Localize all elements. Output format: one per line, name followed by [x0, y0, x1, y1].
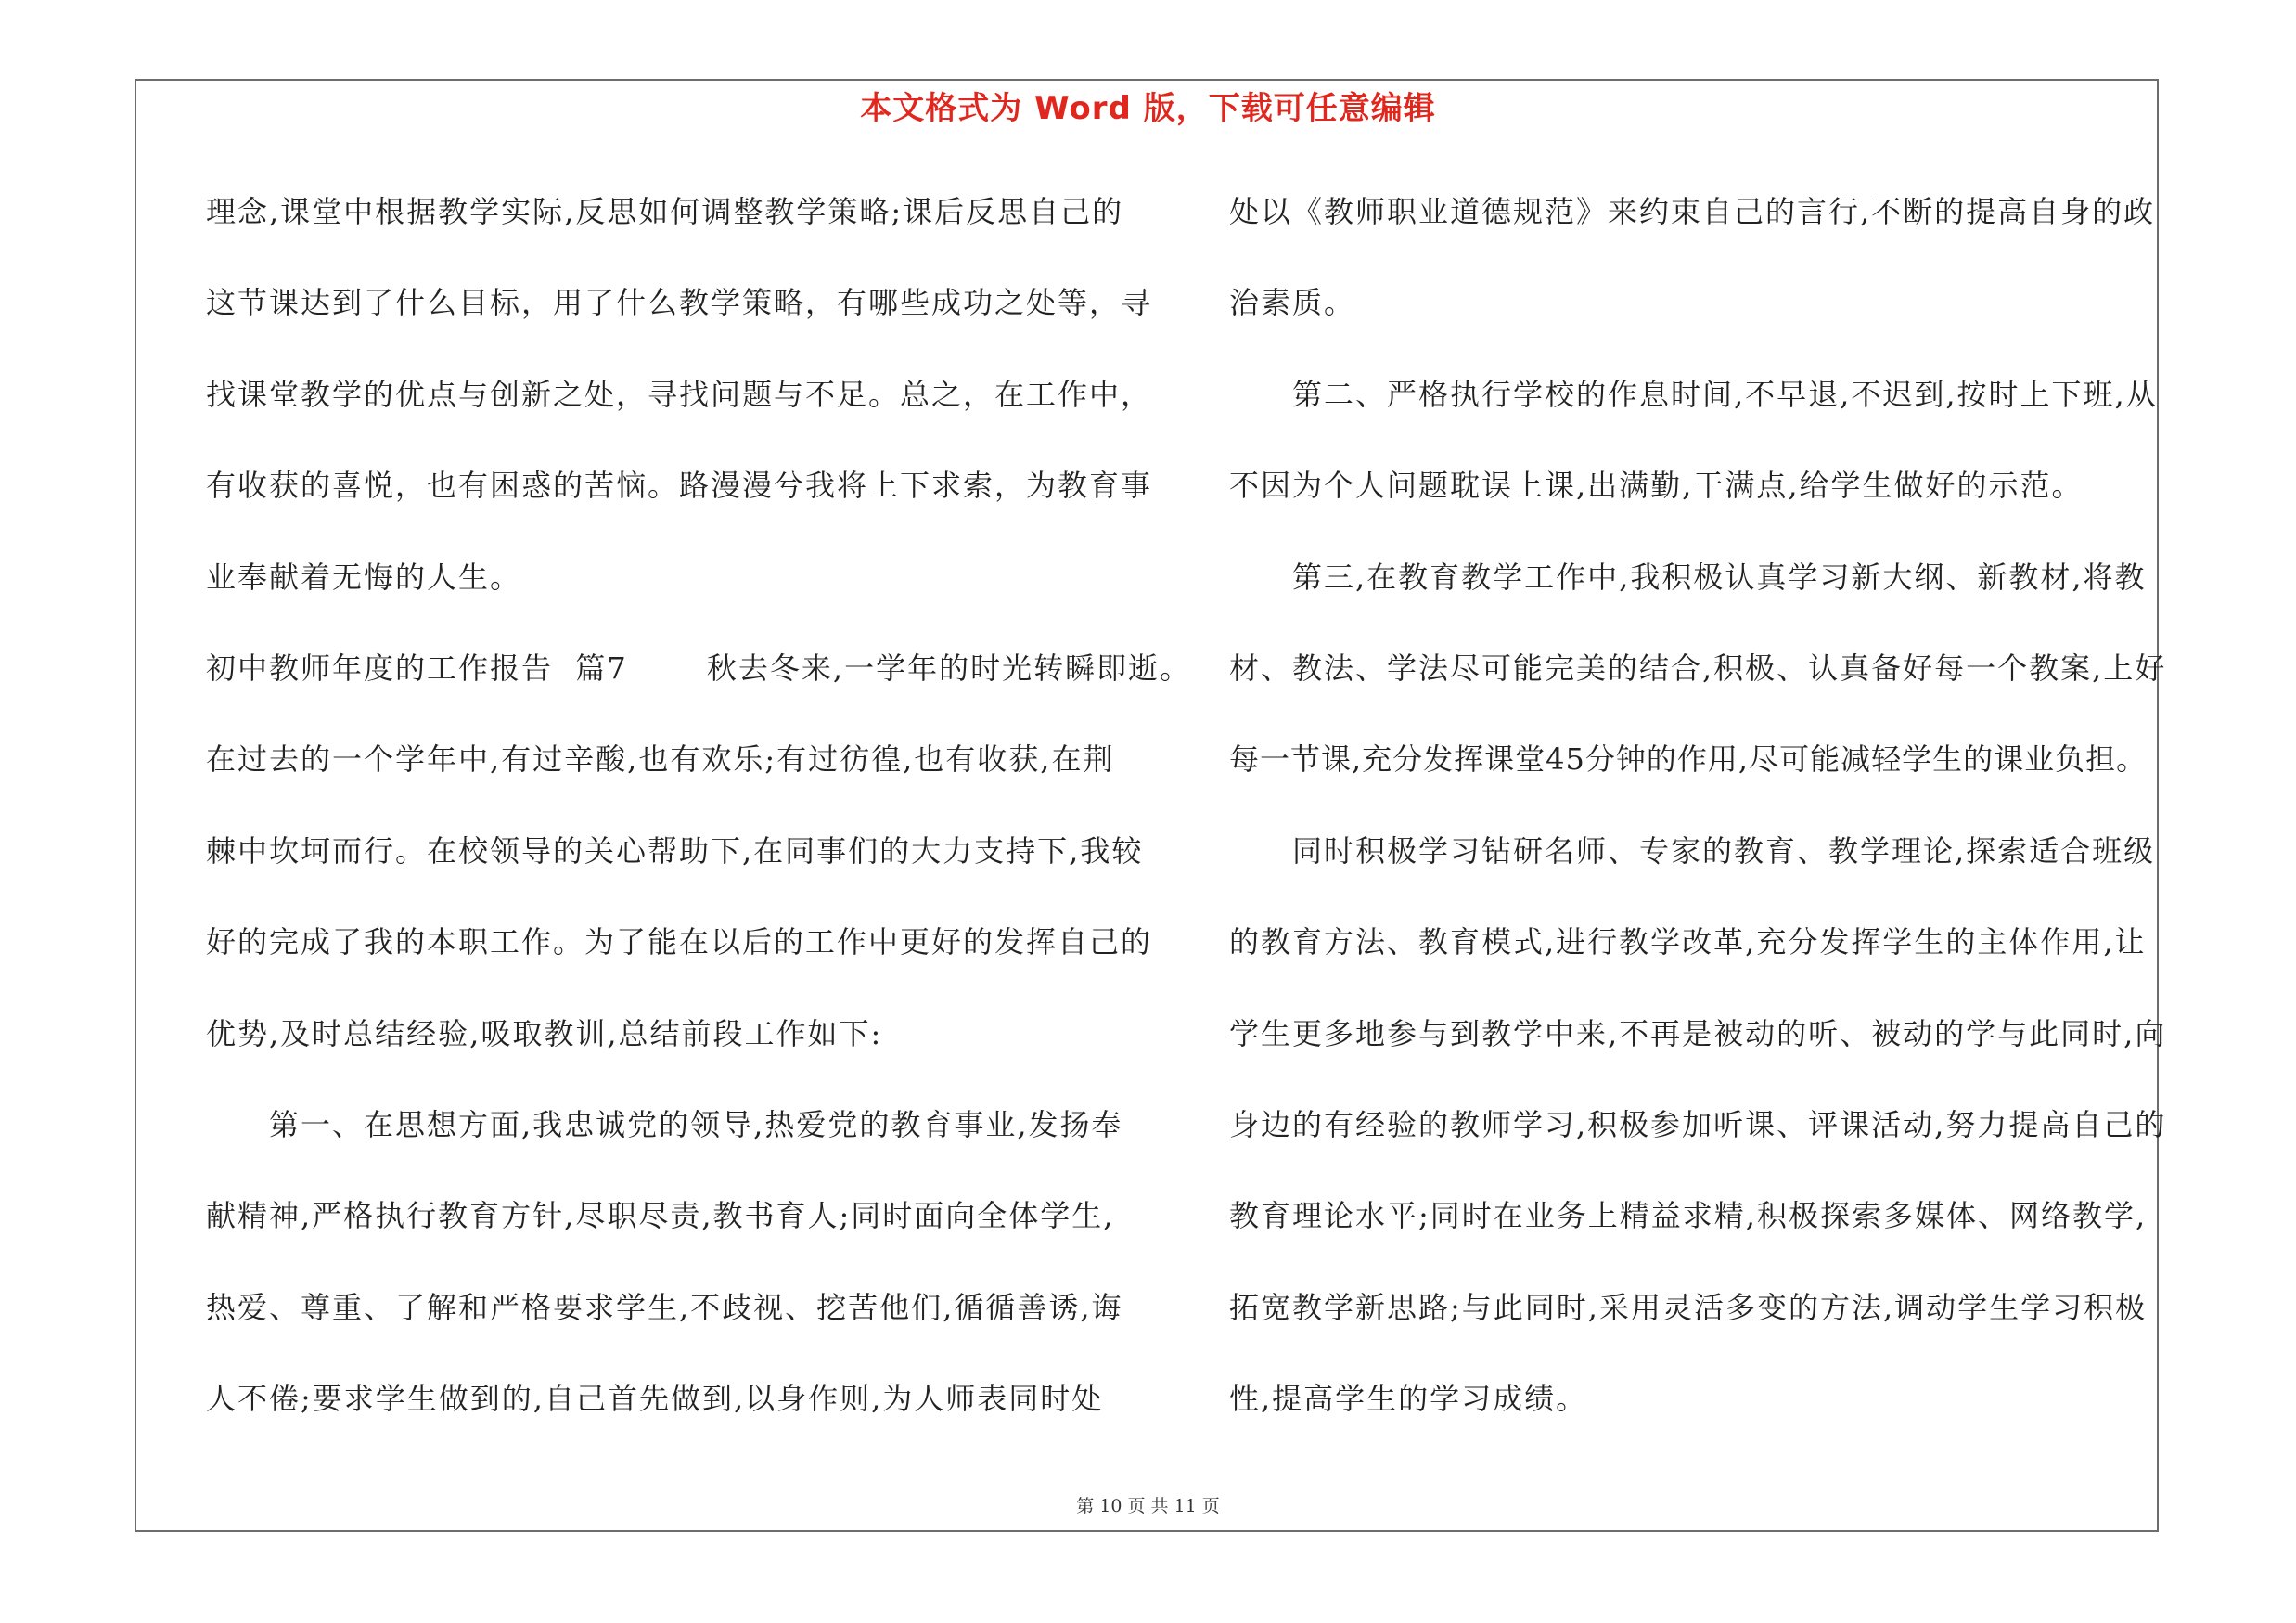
text-line: 理念,课堂中根据教学实际,反思如何调整教学策略;课后反思自己的: [206, 194, 1124, 229]
text-line: 这节课达到了什么目标，用了什么教学策略，有哪些成功之处等，寻: [206, 285, 1153, 321]
text-line: 学生更多地参与到教学中来,不再是被动的听、被动的学与此同时,向: [1229, 1015, 2167, 1051]
page-number-footer: 第 10 页 共 11 页: [1076, 1496, 1220, 1516]
text-line: 材、教法、学法尽可能完美的结合,积极、认真备好每一个教案,上好: [1229, 650, 2167, 686]
text-line: 治素质。: [1229, 285, 1356, 321]
text-line: 性,提高学生的学习成绩。: [1229, 1381, 1588, 1417]
text-line: 热爱、尊重、了解和严格要求学生,不歧视、挖苦他们,循循善诱,诲: [206, 1289, 1123, 1325]
text-line: 每一节课,充分发挥课堂45分钟的作用,尽可能减轻学生的课业负担。: [1229, 741, 2148, 778]
text-line: 找课堂教学的优点与创新之处，寻找问题与不足。总之，在工作中，: [206, 376, 1153, 412]
text-line: 好的完成了我的本职工作。为了能在以后的工作中更好的发挥自己的: [206, 924, 1153, 960]
paragraph-first-line: 第一、在思想方面,我忠诚党的领导,热爱党的教育事业,发扬奉: [269, 1106, 1123, 1142]
text-line: 棘中坎坷而行。在校领导的关心帮助下,在同事们的大力支持下,我较: [206, 832, 1144, 869]
text-line: 人不倦;要求学生做到的,自己首先做到,以身作则,为人师表同时处: [206, 1381, 1104, 1417]
text-line: 有收获的喜悦，也有困惑的苦恼。路漫漫兮我将上下求索，为教育事: [206, 468, 1153, 504]
left-text-column: [206, 182, 1192, 1460]
paragraph-first-line: 同时积极学习钻研名师、专家的教育、教学理论,探索适合班级: [1292, 832, 2156, 869]
text-line: 在过去的一个学年中,有过辛酸,也有欢乐;有过彷徨,也有收获,在荆: [206, 741, 1115, 778]
text-line: 业奉献着无悔的人生。: [206, 559, 522, 595]
editable-word-banner: 本文格式为 Word 版，下载可任意编辑: [860, 90, 1436, 127]
text-line: 教育理论水平;同时在业务上精益求精,积极探索多媒体、网络教学,: [1229, 1198, 2148, 1234]
text-line: 身边的有经验的教师学习,积极参加听课、评课活动,努力提高自己的: [1229, 1106, 2167, 1142]
right-text-column: [1229, 182, 2175, 1460]
text-line: 优势,及时总结经验,吸取教训,总结前段工作如下:: [206, 1015, 883, 1051]
paragraph-first-line: 第三,在教育教学工作中,我积极认真学习新大纲、新教材,将教: [1292, 559, 2147, 595]
section-heading-line: 初中教师年度的工作报告 篇7 秋去冬来,一学年的时光转瞬即逝。: [206, 650, 1192, 686]
text-line: 拓宽教学新思路;与此同时,采用灵活多变的方法,调动学生学习积极: [1229, 1289, 2148, 1325]
text-line: 献精神,严格执行教育方针,尽职尽责,教书育人;同时面向全体学生,: [206, 1198, 1115, 1234]
text-line: 不因为个人问题耽误上课,出满勤,干满点,给学生做好的示范。: [1229, 468, 2084, 504]
text-line: 的教育方法、教育模式,进行教学改革,充分发挥学生的主体作用,让: [1229, 924, 2147, 960]
text-line: 处以《教师职业道德规范》来约束自己的言行,不断的提高自身的政: [1229, 194, 2156, 229]
paragraph-first-line: 第二、严格执行学校的作息时间,不早退,不迟到,按时上下班,从: [1292, 376, 2158, 412]
